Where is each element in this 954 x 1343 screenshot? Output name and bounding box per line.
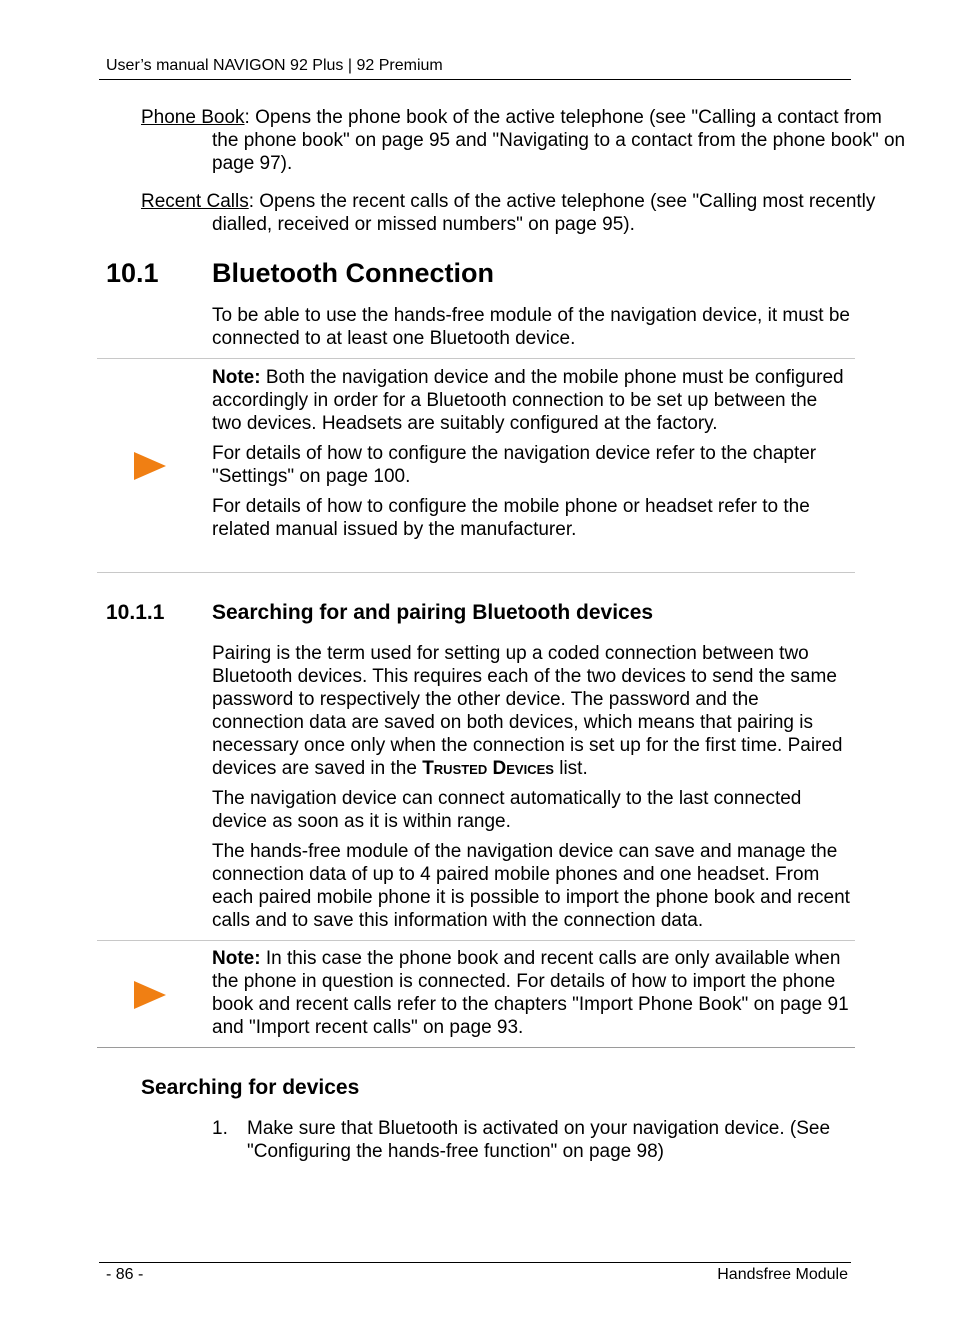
note-label: Note: — [212, 367, 261, 388]
note-text: In this case the phone book and recent calls are only available when the phone in question is connected. For details of how to import the phone book and recent calls refer to the chapters "Import Phone Book" on page 91 and "Import recent calls" on page 93. — [212, 948, 849, 1038]
subsection-number: 10.1.1 — [106, 601, 165, 624]
footer-chapter: Handsfree Module — [717, 1266, 848, 1283]
page-number: - 86 - — [106, 1266, 144, 1283]
note-label: Note: — [212, 948, 261, 969]
note-paragraph — [212, 366, 852, 435]
definition-text: : Opens the recent calls of the active telephone (see "Calling most recently dialled, received or missed numbers" on page 95). — [212, 191, 876, 235]
body-paragraph: The navigation device can connect automatically to the last connected device as soon as it is within range. — [212, 788, 802, 832]
note-rule-top — [97, 358, 855, 359]
note-paragraph — [212, 947, 852, 1039]
note-box — [212, 366, 852, 541]
note-rule-bottom — [97, 1047, 855, 1048]
subheading-searching: Searching for devices — [141, 1076, 360, 1099]
body-text: list. — [553, 758, 588, 779]
step-number: 1. — [212, 1118, 228, 1139]
section-intro: To be able to use the hands-free module of the navigation device, it must be connected to at least one Bluetooth device. — [212, 305, 850, 349]
note-paragraph: For details of how to configure the navigation device refer to the chapter "Settings" on page 100. — [212, 443, 817, 487]
step-text: Make sure that Bluetooth is activated on your navigation device. (See "Configuring the hands-free function" on page 98) — [247, 1118, 831, 1162]
note-paragraph: For details of how to configure the mobile phone or headset refer to the related manual issued by the manufacturer. — [212, 496, 810, 540]
body-paragraph: The hands-free module of the navigation device can save and manage the connection data of up to 4 paired mobile phones and one headset. From each paired mobile phone it is possible to import the phone book and recent calls and to save this information with the connection data. — [212, 841, 850, 931]
note-text: Both the navigation device and the mobile phone must be configured accordingly in order for a Bluetooth connection to be set up between the two devices. Headsets are suitably configured at the factory. — [212, 367, 844, 434]
note-arrow-icon — [134, 981, 166, 1009]
section-title: Bluetooth Connection — [212, 258, 494, 288]
definition-recent-calls — [141, 190, 912, 236]
definition-term: Phone Book — [141, 107, 245, 128]
subsection-body — [212, 642, 852, 932]
definition-text: : Opens the phone book of the active telephone (see "Calling a contact from the phone book" on page 95 and "Navigating to a contact from the phone book" on page 97). — [212, 107, 906, 174]
running-header: User’s manual NAVIGON 92 Plus | 92 Premium — [106, 57, 443, 74]
body-paragraph — [212, 642, 852, 780]
definition-term: Recent Calls — [141, 191, 249, 212]
header-rule — [99, 79, 851, 80]
trusted-devices-label: Trusted Devices — [422, 758, 554, 779]
footer-rule — [99, 1262, 851, 1263]
note-arrow-icon — [134, 452, 166, 480]
body-text: Pairing is the term used for setting up a coded connection between two Bluetooth devices. This requires each of the two devices to send the same password to respectively the other device. The password and the connection data are saved on both devices, which means that pairing is necessary once only when the connection is set up for the first time. Paired devices are saved in the — [212, 643, 843, 779]
note-rule-top — [97, 940, 855, 941]
note-rule-bottom — [97, 572, 855, 573]
section-number: 10.1 — [106, 258, 159, 288]
definition-phone-book — [141, 106, 912, 175]
subsection-title: Searching for and pairing Bluetooth devices — [212, 601, 654, 624]
